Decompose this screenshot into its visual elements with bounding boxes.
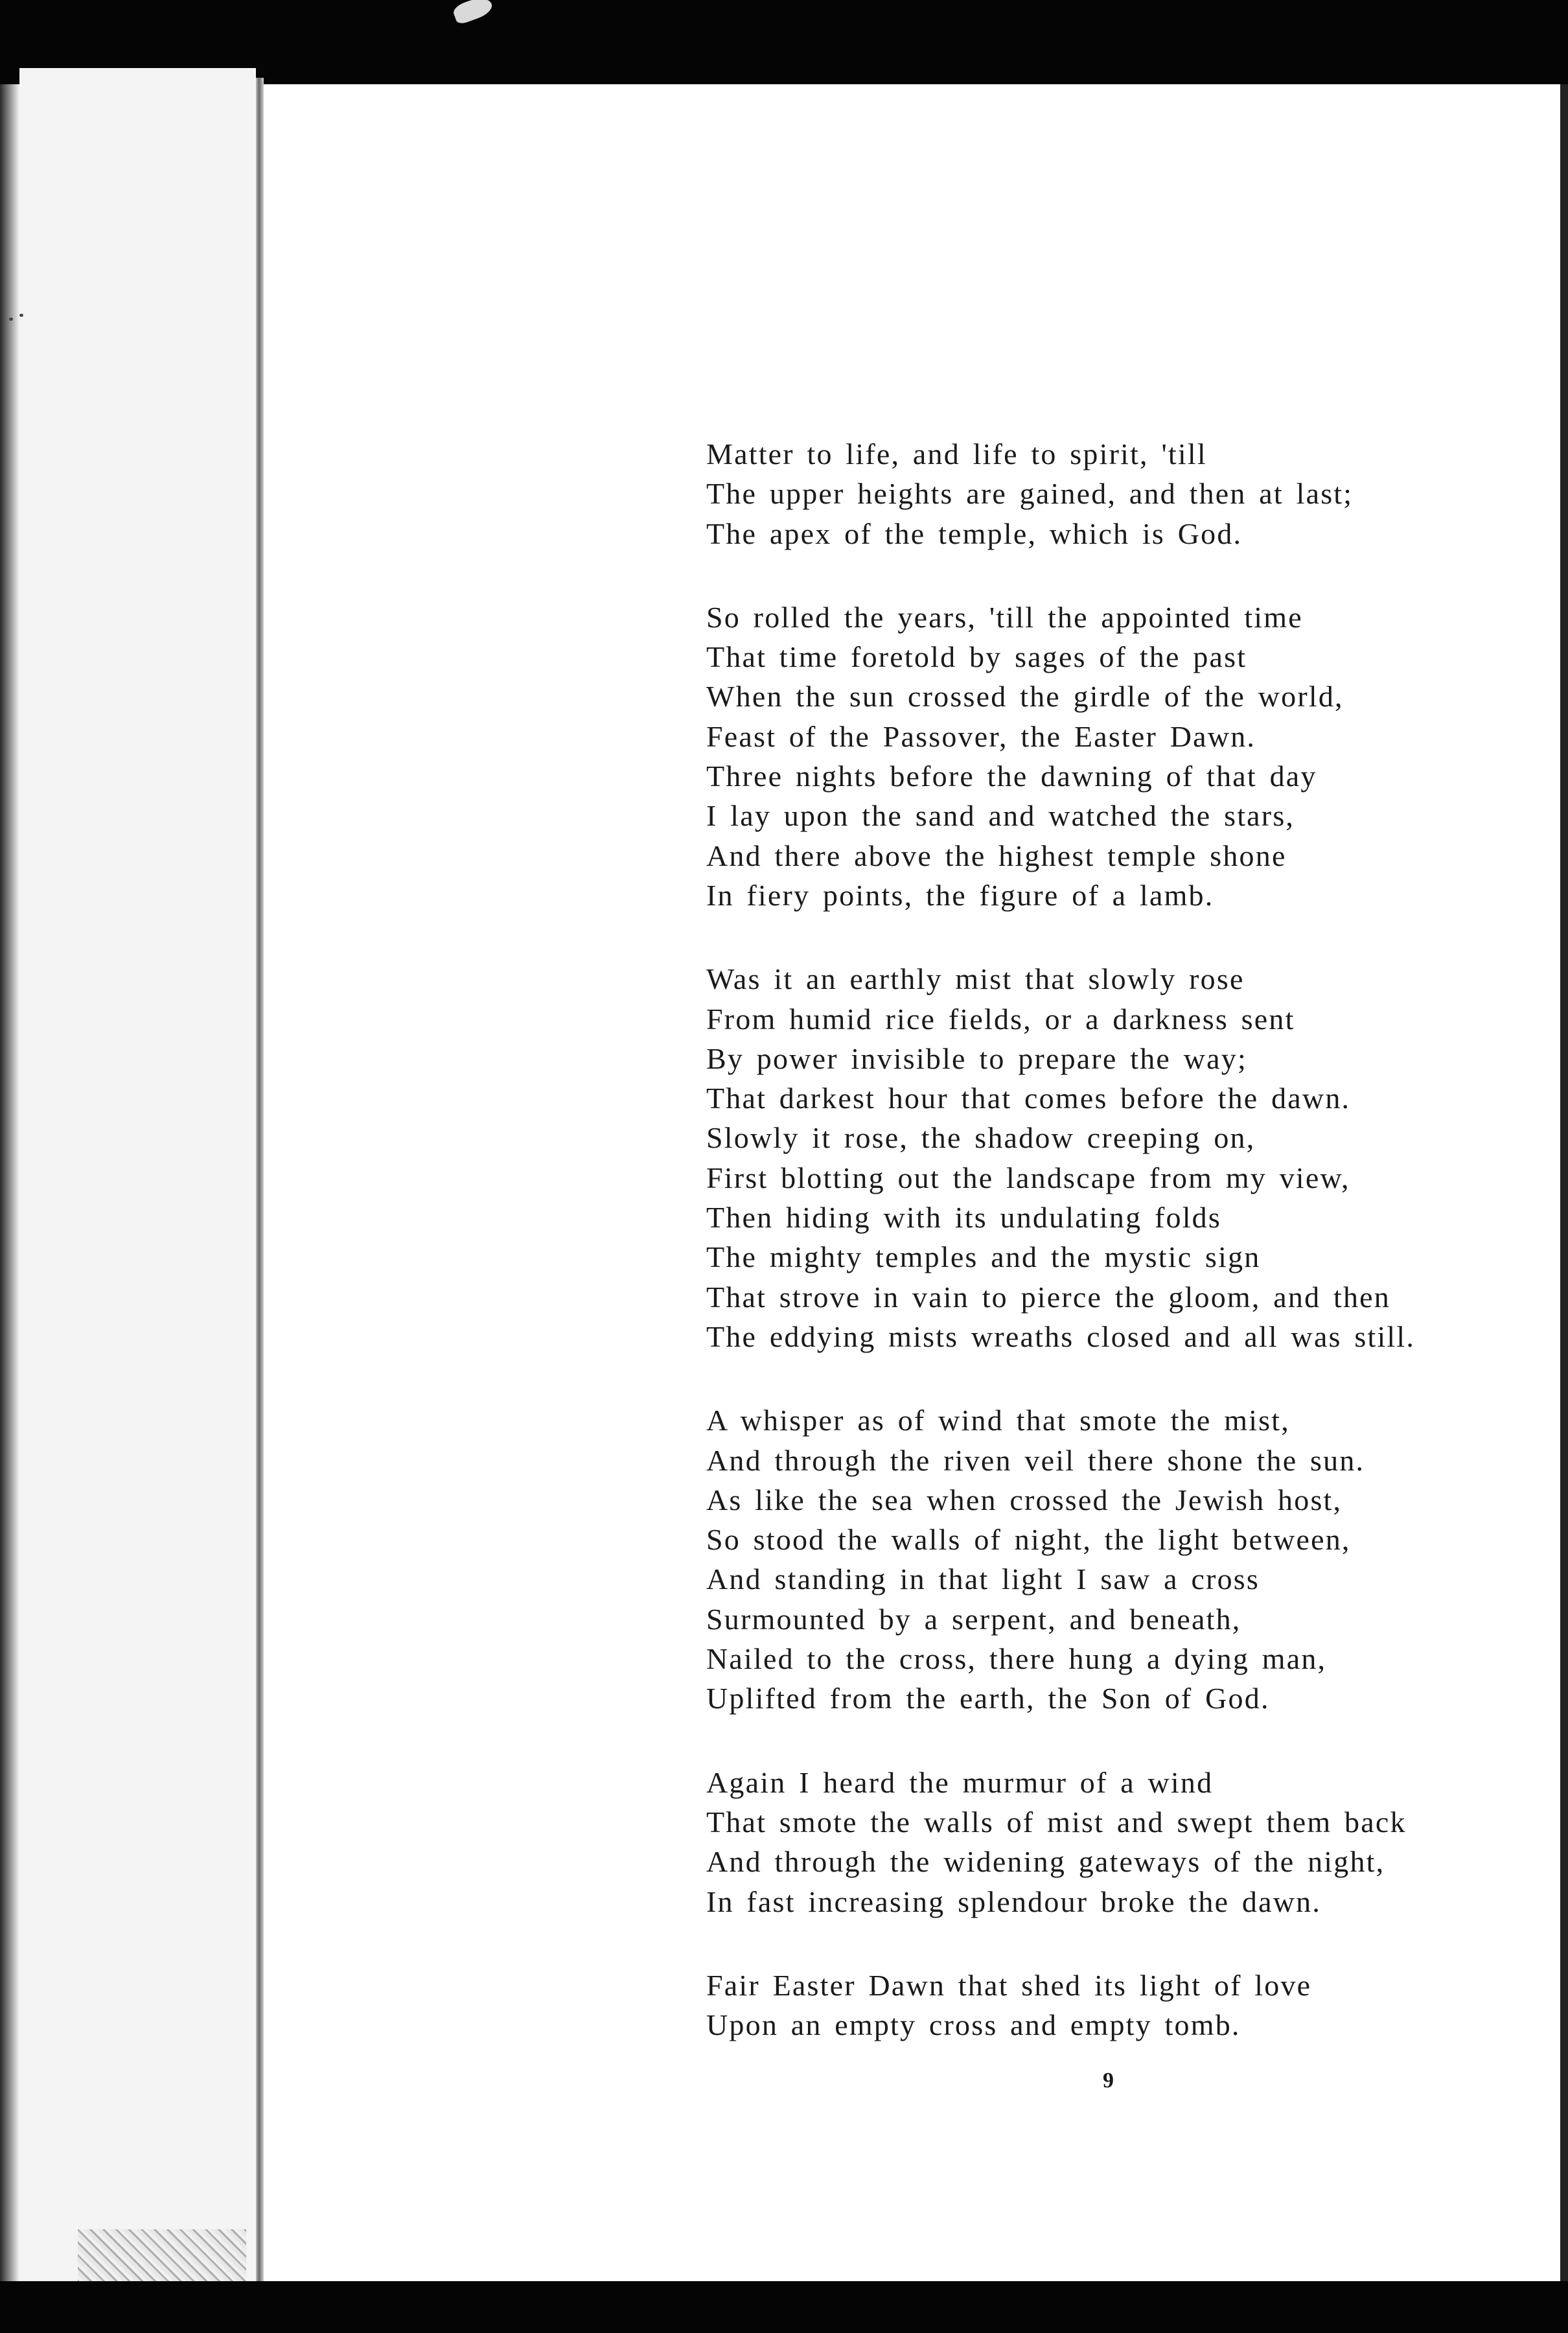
book-gutter	[256, 78, 264, 2288]
poem-line: Was it an earthly mist that slowly rose	[706, 962, 1245, 996]
poem-line: Feast of the Passover, the Easter Dawn.	[706, 719, 1256, 753]
poem-line: In fast increasing splendour broke the dawn.	[706, 1885, 1322, 1918]
stanza	[706, 598, 1549, 915]
poem-line: Upon an empty cross and empty tomb.	[706, 2008, 1241, 2042]
poem-line: That darkest hour that comes before the dawn.	[706, 1082, 1351, 1115]
poem-line: Again I heard the murmur of a wind	[706, 1765, 1214, 1799]
poem-line: Three nights before the dawning of that day	[706, 760, 1317, 793]
book-page	[264, 84, 1560, 2281]
poem-line: As like the sea when crossed the Jewish host,	[706, 1483, 1343, 1516]
poem-line: Nailed to the cross, there hung a dying man,	[706, 1642, 1327, 1676]
scan-border-right	[1560, 84, 1568, 2281]
poem-line: That time foretold by sages of the past	[706, 640, 1247, 674]
poem-line: In fiery points, the figure of a lamb.	[706, 878, 1214, 912]
poem-line: A whisper as of wind that smote the mist,	[706, 1404, 1290, 1437]
poem-line: The apex of the temple, which is God.	[706, 517, 1243, 550]
poem-line: The mighty temples and the mystic sign	[706, 1240, 1261, 1274]
poem-line: The eddying mists wreaths closed and all was still.	[706, 1319, 1416, 1353]
poem-line: And standing in that light I saw a cross	[706, 1562, 1260, 1596]
stanza	[706, 1966, 1549, 2045]
scan-border-bottom	[0, 2281, 1568, 2333]
poem-line: I lay upon the sand and watched the stars,	[706, 799, 1295, 833]
poem-line: The upper heights are gained, and then at last;	[706, 477, 1354, 511]
stanza	[706, 1400, 1549, 1718]
poem-line: Uplifted from the earth, the Son of God.	[706, 1682, 1270, 1715]
poem-line: So rolled the years, 'till the appointed time	[706, 600, 1303, 634]
poem-line: Surmounted by a serpent, and beneath,	[706, 1602, 1241, 1636]
poem-line: Matter to life, and life to spirit, 'till	[706, 437, 1207, 470]
poem-line: So stood the walls of night, the light between,	[706, 1523, 1351, 1557]
poem-line: From humid rice fields, or a darkness sent	[706, 1002, 1295, 1036]
poem	[706, 434, 1549, 2045]
poem-line: And through the widening gateways of the night,	[706, 1845, 1385, 1879]
scan-grain	[78, 2229, 246, 2288]
scan-border-left	[0, 84, 19, 2281]
poem-line: And through the riven veil there shone the sun.	[706, 1443, 1365, 1477]
poem-line: Slowly it rose, the shadow creeping on,	[706, 1121, 1256, 1155]
dust-speck	[19, 314, 23, 317]
poem-line: By power invisible to prepare the way;	[706, 1041, 1247, 1075]
facing-page	[19, 68, 256, 2288]
poem-line: First blotting out the landscape from my view,	[706, 1161, 1350, 1194]
poem-line: That smote the walls of mist and swept them back	[706, 1805, 1407, 1839]
dust-speck	[9, 318, 13, 321]
poem-line: Then hiding with its undulating folds	[706, 1201, 1221, 1235]
page-number: 9	[1103, 2069, 1114, 2093]
stanza	[706, 434, 1549, 553]
poem-line: That strove in vain to pierce the gloom, and then	[706, 1280, 1390, 1314]
poem-line: Fair Easter Dawn that shed its light of love	[706, 1968, 1312, 2002]
stanza	[706, 1763, 1549, 1921]
stanza	[706, 959, 1549, 1356]
poem-line: When the sun crossed the girdle of the world,	[706, 680, 1344, 714]
poem-line: And there above the highest temple shone	[706, 839, 1287, 872]
